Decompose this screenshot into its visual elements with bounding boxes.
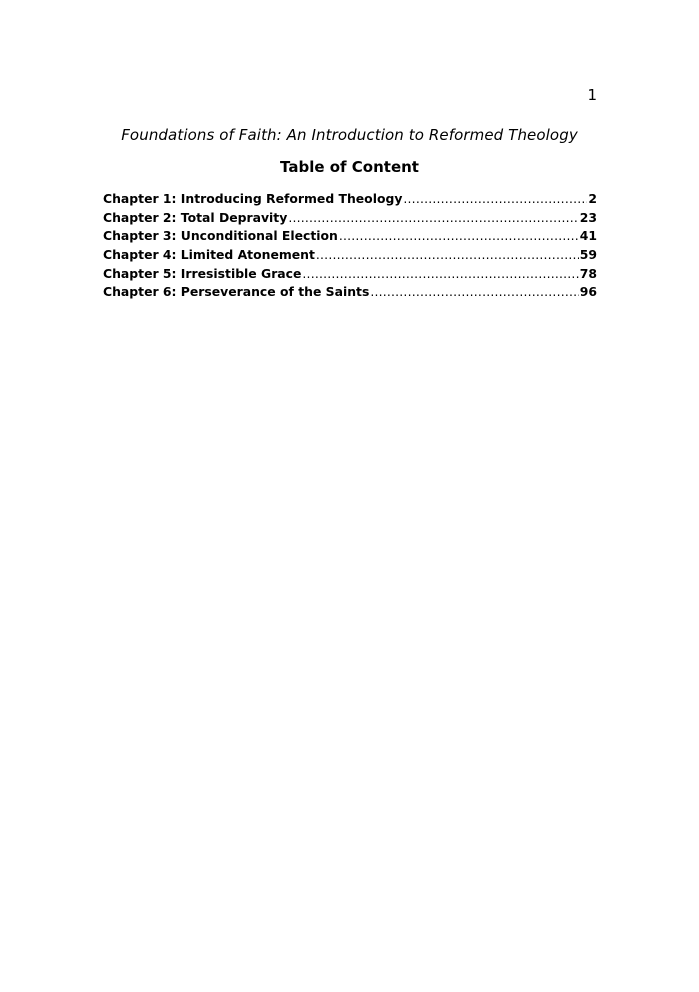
toc-entry-chapter-5[interactable] xyxy=(103,265,597,284)
toc-entry-label: Chapter 6: Perseverance of the Saints xyxy=(103,284,370,300)
toc-entry-page: 59 xyxy=(579,247,597,263)
page-number: 1 xyxy=(587,86,597,104)
toc-entry-chapter-2[interactable] xyxy=(103,209,597,228)
table-of-contents xyxy=(103,190,597,302)
toc-dot-leader xyxy=(302,265,578,284)
toc-entry-chapter-3[interactable] xyxy=(103,227,597,246)
toc-entry-page: 2 xyxy=(588,191,597,206)
toc-dot-leader xyxy=(339,227,579,246)
toc-entry-label: Chapter 5: Irresistible Grace xyxy=(103,265,302,281)
toc-dot-leader xyxy=(288,209,578,228)
toc-entry-label: Chapter 1: Introducing Reformed Theology xyxy=(103,191,403,206)
toc-dot-leader xyxy=(403,190,587,209)
toc-entry-label: Chapter 4: Limited Atonement xyxy=(103,247,315,263)
toc-dot-leader xyxy=(316,246,579,265)
toc-entry-chapter-6[interactable] xyxy=(103,283,597,302)
toc-entry-label: Chapter 2: Total Depravity xyxy=(103,209,288,225)
toc-entry-page: 41 xyxy=(579,228,597,244)
toc-entry-chapter-1[interactable] xyxy=(103,190,597,209)
toc-entry-chapter-4[interactable] xyxy=(103,246,597,265)
toc-entry-page: 96 xyxy=(579,284,597,300)
toc-entry-label: Chapter 3: Unconditional Election xyxy=(103,228,338,244)
toc-entry-page: 78 xyxy=(579,265,597,281)
toc-dot-leader xyxy=(370,283,578,302)
toc-heading: Table of Content xyxy=(280,158,419,176)
toc-entry-page: 23 xyxy=(579,209,597,225)
book-title: Foundations of Faith: An Introduction to Reformed Theology xyxy=(121,126,578,144)
